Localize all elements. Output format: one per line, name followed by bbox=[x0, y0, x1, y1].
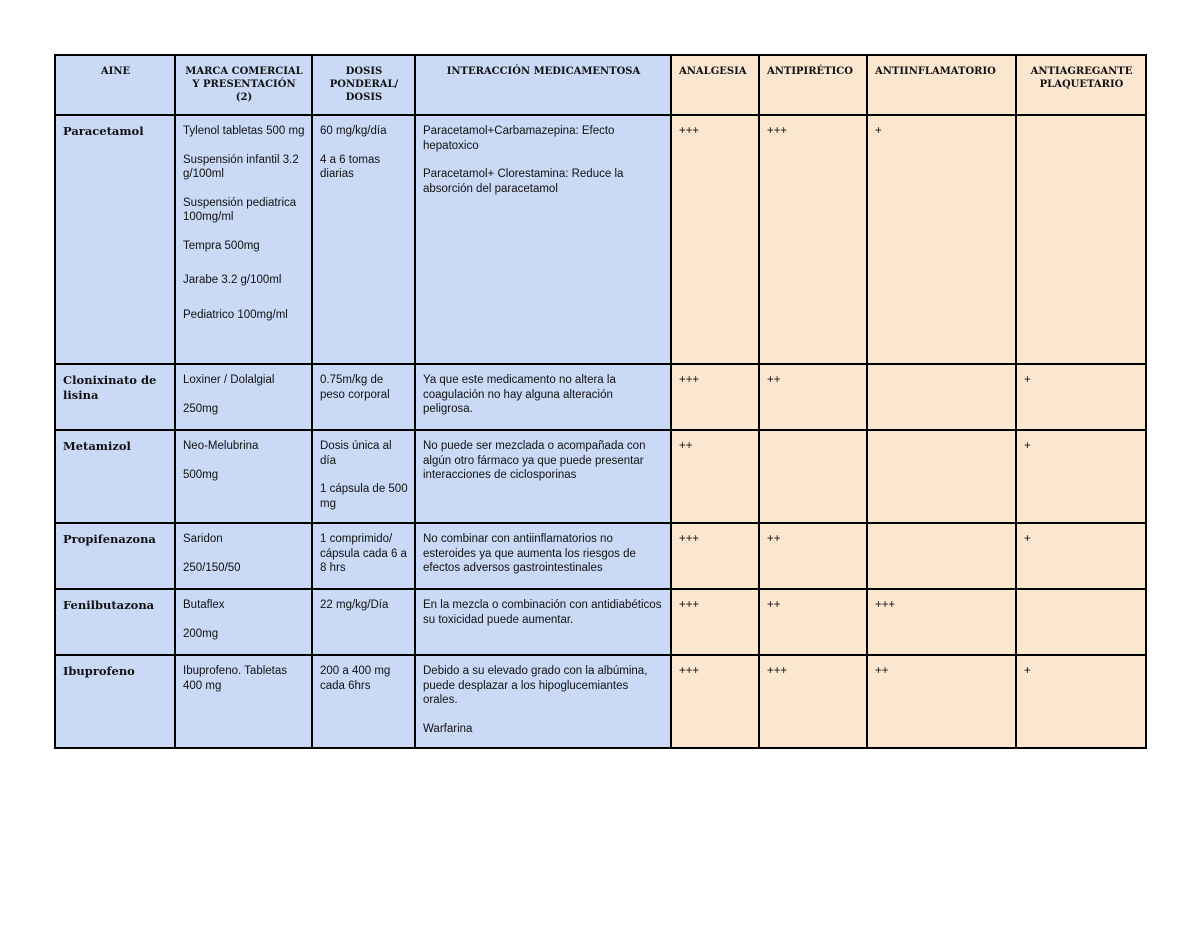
cell-aine: Propifenazona bbox=[55, 523, 175, 589]
dosis-line: 0.75m/kg de peso corporal bbox=[320, 374, 390, 401]
table-row bbox=[55, 655, 1146, 748]
header-antiagregante: ANTIAGREGANTE PLAQUETARIO bbox=[1016, 55, 1146, 115]
cell-analgesia: +++ bbox=[671, 655, 759, 748]
cell-antiagregante: + bbox=[1016, 655, 1146, 748]
cell-dosis bbox=[312, 115, 415, 364]
table-row bbox=[55, 523, 1146, 589]
cell-antiagregante: + bbox=[1016, 430, 1146, 523]
interaccion-line: Ya que este medicamento no altera la coagulación no hay alguna alteración peligrosa. bbox=[423, 374, 616, 415]
marca-line: Pediatrico 100mg/ml bbox=[183, 308, 288, 321]
dosis-line: 22 mg/kg/Día bbox=[320, 599, 389, 611]
cell-interaccion bbox=[415, 523, 671, 589]
header-row bbox=[55, 55, 1146, 115]
cell-antipiretico: +++ bbox=[759, 115, 867, 364]
cell-marca bbox=[175, 655, 312, 748]
cell-antipiretico: ++ bbox=[759, 523, 867, 589]
header-interaccion: INTERACCIÓN MEDICAMENTOSA bbox=[415, 55, 671, 115]
marca-line: Tempra 500mg bbox=[183, 239, 260, 252]
marca-line: Ibuprofeno. Tabletas 400 mg bbox=[183, 665, 288, 692]
cell-antiinflamatorio bbox=[867, 523, 1016, 589]
cell-antiinflamatorio: +++ bbox=[867, 589, 1016, 655]
cell-interaccion bbox=[415, 115, 671, 364]
dosis-line: 1 comprimido/ cápsula cada 6 a 8 hrs bbox=[320, 533, 407, 574]
cell-marca bbox=[175, 430, 312, 523]
interaccion-line: Paracetamol+Carbamazepina: Efecto hepatoxico bbox=[423, 125, 615, 152]
header-dosis: DOSIS PONDERAL/ DOSIS bbox=[312, 55, 415, 115]
cell-analgesia: +++ bbox=[671, 364, 759, 430]
table-row bbox=[55, 364, 1146, 430]
header-analgesia: ANALGESIA bbox=[671, 55, 759, 115]
dosis-line: 4 a 6 tomas diarias bbox=[320, 153, 381, 180]
interaccion-line: No puede ser mezclada o acompañada con algún otro fármaco ya que puede presentar interacciones de ciclosporinas bbox=[423, 440, 646, 481]
interaccion-line: Warfarina bbox=[423, 722, 473, 735]
cell-marca bbox=[175, 115, 312, 364]
marca-line: Jarabe 3.2 g/100ml bbox=[183, 274, 282, 286]
marca-line: Loxiner / Dolalgial bbox=[183, 374, 275, 386]
cell-antiagregante: + bbox=[1016, 523, 1146, 589]
header-antiinflamatorio: ANTIINFLAMATORIO bbox=[867, 55, 1016, 115]
cell-antipiretico bbox=[759, 430, 867, 523]
cell-antiagregante bbox=[1016, 589, 1146, 655]
cell-aine: Metamizol bbox=[55, 430, 175, 523]
cell-marca bbox=[175, 523, 312, 589]
cell-analgesia: +++ bbox=[671, 115, 759, 364]
cell-dosis bbox=[312, 430, 415, 523]
cell-antiinflamatorio: ++ bbox=[867, 655, 1016, 748]
dosis-line: Dosis única al día bbox=[320, 440, 392, 467]
cell-antiinflamatorio bbox=[867, 430, 1016, 523]
table-row bbox=[55, 589, 1146, 655]
cell-antipiretico: ++ bbox=[759, 589, 867, 655]
interaccion-line: Debido a su elevado grado con la albúmina, puede desplazar a los hipoglucemiantes orales. bbox=[423, 665, 648, 706]
interaccion-line: No combinar con antiinflamatorios no esteroides ya que aumenta los riesgos de efectos adversos gastrointestinales bbox=[423, 533, 636, 574]
marca-line: 250/150/50 bbox=[183, 561, 241, 574]
header-marca: MARCA COMERCIAL Y PRESENTACIÓN (2) bbox=[175, 55, 312, 115]
cell-dosis bbox=[312, 589, 415, 655]
cell-aine: Paracetamol bbox=[55, 115, 175, 364]
interaccion-line: Paracetamol+ Clorestamina: Reduce la absorción del paracetamol bbox=[423, 168, 624, 195]
aine-comparison-table bbox=[54, 54, 1147, 749]
marca-line: 250mg bbox=[183, 402, 219, 415]
cell-analgesia: ++ bbox=[671, 430, 759, 523]
cell-aine: Ibuprofeno bbox=[55, 655, 175, 748]
table-row bbox=[55, 115, 1146, 364]
cell-antipiretico: +++ bbox=[759, 655, 867, 748]
cell-aine: Fenilbutazona bbox=[55, 589, 175, 655]
table-row bbox=[55, 430, 1146, 523]
cell-interaccion bbox=[415, 655, 671, 748]
dosis-line: 60 mg/kg/día bbox=[320, 125, 387, 137]
cell-interaccion bbox=[415, 430, 671, 523]
header-aine: AINE bbox=[55, 55, 175, 115]
cell-dosis bbox=[312, 364, 415, 430]
cell-antiinflamatorio bbox=[867, 364, 1016, 430]
cell-antipiretico: ++ bbox=[759, 364, 867, 430]
marca-line: Neo-Melubrina bbox=[183, 440, 259, 452]
marca-line: Suspensión pediatrica 100mg/ml bbox=[183, 196, 297, 223]
marca-line: 500mg bbox=[183, 468, 219, 481]
marca-line: Tylenol tabletas 500 mg bbox=[183, 125, 305, 137]
cell-marca bbox=[175, 589, 312, 655]
cell-antiinflamatorio: + bbox=[867, 115, 1016, 364]
cell-analgesia: +++ bbox=[671, 589, 759, 655]
cell-antiagregante bbox=[1016, 115, 1146, 364]
header-antipiretico: ANTIPIRÉTICO bbox=[759, 55, 867, 115]
marca-line: Butaflex bbox=[183, 599, 225, 611]
cell-interaccion bbox=[415, 589, 671, 655]
cell-dosis bbox=[312, 655, 415, 748]
dosis-line: 1 cápsula de 500 mg bbox=[320, 483, 408, 510]
marca-line: Suspensión infantil 3.2 g/100ml bbox=[183, 153, 299, 180]
cell-analgesia: +++ bbox=[671, 523, 759, 589]
cell-interaccion bbox=[415, 364, 671, 430]
dosis-line: 200 a 400 mg cada 6hrs bbox=[320, 665, 391, 692]
interaccion-line: En la mezcla o combinación con antidiabéticos su toxicidad puede aumentar. bbox=[423, 599, 662, 626]
cell-marca bbox=[175, 364, 312, 430]
cell-antiagregante: + bbox=[1016, 364, 1146, 430]
marca-line: Saridon bbox=[183, 533, 223, 545]
cell-dosis bbox=[312, 523, 415, 589]
marca-line: 200mg bbox=[183, 627, 219, 640]
cell-aine: Clonixinato de lisina bbox=[55, 364, 175, 430]
